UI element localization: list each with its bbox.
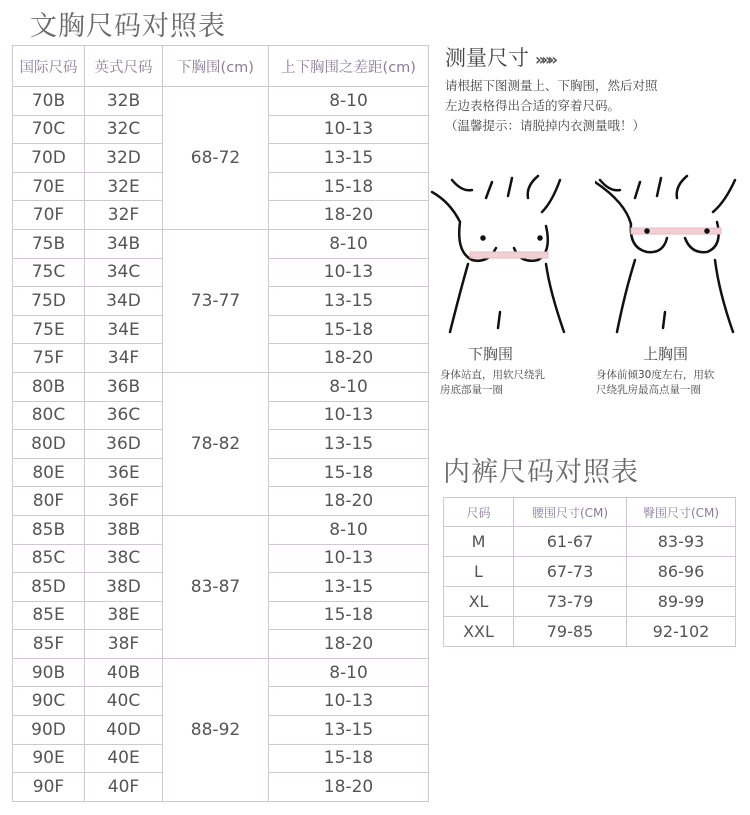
uk-size-cell: 34F xyxy=(85,344,163,373)
bust-difference-cell: 10-13 xyxy=(269,258,429,287)
measure-instructions xyxy=(445,42,658,136)
bust-difference-cell: 18-20 xyxy=(269,630,429,659)
intl-size-cell: 85B xyxy=(13,515,85,544)
waist-cell: 79-85 xyxy=(514,617,627,647)
intl-size-cell: 70D xyxy=(13,144,85,173)
intl-size-cell: 85F xyxy=(13,630,85,659)
underbust-cell: 83-87 xyxy=(163,515,269,658)
header-waist: 腰围尺寸(CM) xyxy=(514,498,627,527)
bust-difference-cell: 15-18 xyxy=(269,601,429,630)
underbust-cell: 88-92 xyxy=(163,658,269,801)
header-hip: 臀围尺寸(CM) xyxy=(627,498,736,527)
instruction-line: （温馨提示：请脱掉内衣测量哦！） xyxy=(445,118,646,133)
intl-size-cell: 75E xyxy=(13,315,85,344)
size-cell: XXL xyxy=(444,617,514,647)
header-bust-difference: 上下胸围之差距(cm) xyxy=(269,46,429,87)
measure-title: 测量尺寸 xyxy=(445,46,529,70)
table-row xyxy=(13,658,429,687)
intl-size-cell: 75B xyxy=(13,229,85,258)
underbust-figure xyxy=(430,172,570,342)
intl-size-cell: 80F xyxy=(13,487,85,516)
bust-difference-cell: 13-15 xyxy=(269,287,429,316)
bust-difference-cell: 18-20 xyxy=(269,487,429,516)
table-row xyxy=(13,229,429,258)
uk-size-cell: 34D xyxy=(85,287,163,316)
instruction-line: 左边表格得出合适的穿着尺码。 xyxy=(445,98,621,113)
uk-size-cell: 40F xyxy=(85,773,163,802)
uk-size-cell: 34B xyxy=(85,229,163,258)
intl-size-cell: 85C xyxy=(13,544,85,573)
bust-difference-cell: 13-15 xyxy=(269,716,429,745)
pants-size-table xyxy=(443,497,736,647)
bust-difference-cell: 8-10 xyxy=(269,229,429,258)
bust-difference-cell: 10-13 xyxy=(269,401,429,430)
waist-cell: 61-67 xyxy=(514,527,627,557)
intl-size-cell: 75D xyxy=(13,287,85,316)
bust-difference-cell: 10-13 xyxy=(269,687,429,716)
hip-cell: 83-93 xyxy=(627,527,736,557)
intl-size-cell: 90D xyxy=(13,716,85,745)
uk-size-cell: 40C xyxy=(85,687,163,716)
uk-size-cell: 38F xyxy=(85,630,163,659)
bust-label: 上胸围 xyxy=(643,345,689,363)
uk-size-cell: 36B xyxy=(85,372,163,401)
intl-size-cell: 85D xyxy=(13,573,85,602)
intl-size-cell: 90B xyxy=(13,658,85,687)
bust-difference-cell: 8-10 xyxy=(269,658,429,687)
pants-chart-title: 内裤尺码对照表 xyxy=(443,457,639,488)
uk-size-cell: 40E xyxy=(85,744,163,773)
bra-size-table xyxy=(12,45,429,802)
intl-size-cell: 70B xyxy=(13,87,85,116)
bust-difference-cell: 18-20 xyxy=(269,344,429,373)
uk-size-cell: 38E xyxy=(85,601,163,630)
instruction-line: 请根据下图测量上、下胸围，然后对照 xyxy=(445,78,658,93)
bust-difference-cell: 15-18 xyxy=(269,744,429,773)
header-size: 尺码 xyxy=(444,498,514,527)
bust-difference-cell: 8-10 xyxy=(269,515,429,544)
intl-size-cell: 90F xyxy=(13,773,85,802)
uk-size-cell: 38D xyxy=(85,573,163,602)
bra-chart-title: 文胸尺码对照表 xyxy=(30,11,226,42)
uk-size-cell: 36C xyxy=(85,401,163,430)
bust-difference-cell: 13-15 xyxy=(269,144,429,173)
intl-size-cell: 80C xyxy=(13,401,85,430)
uk-size-cell: 32C xyxy=(85,115,163,144)
underbust-cell: 73-77 xyxy=(163,229,269,372)
underbust-desc: 身体站直，用软尺绕乳 房底部量一圈 xyxy=(440,369,545,396)
intl-size-cell: 70E xyxy=(13,172,85,201)
intl-size-cell: 90C xyxy=(13,687,85,716)
waist-cell: 67-73 xyxy=(514,557,627,587)
uk-size-cell: 40B xyxy=(85,658,163,687)
bust-difference-cell: 18-20 xyxy=(269,201,429,230)
size-cell: M xyxy=(444,527,514,557)
uk-size-cell: 40D xyxy=(85,716,163,745)
intl-size-cell: 90E xyxy=(13,744,85,773)
uk-size-cell: 32E xyxy=(85,172,163,201)
uk-size-cell: 38B xyxy=(85,515,163,544)
intl-size-cell: 70C xyxy=(13,115,85,144)
uk-size-cell: 32B xyxy=(85,87,163,116)
underbust-cell: 68-72 xyxy=(163,87,269,230)
bust-difference-cell: 13-15 xyxy=(269,573,429,602)
intl-size-cell: 80B xyxy=(13,372,85,401)
intl-size-cell: 80D xyxy=(13,430,85,459)
uk-size-cell: 32F xyxy=(85,201,163,230)
intl-size-cell: 85E xyxy=(13,601,85,630)
bust-difference-cell: 10-13 xyxy=(269,544,429,573)
table-row xyxy=(13,87,429,116)
bust-desc: 身体前倾30度左右，用软 尺绕乳房最高点量一圈 xyxy=(596,369,715,396)
bust-difference-cell: 15-18 xyxy=(269,315,429,344)
underbust-label: 下胸围 xyxy=(468,345,514,363)
size-cell: XL xyxy=(444,587,514,617)
bust-difference-cell: 10-13 xyxy=(269,115,429,144)
uk-size-cell: 34C xyxy=(85,258,163,287)
intl-size-cell: 80E xyxy=(13,458,85,487)
intl-size-cell: 75F xyxy=(13,344,85,373)
intl-size-cell: 70F xyxy=(13,201,85,230)
bust-difference-cell: 18-20 xyxy=(269,773,429,802)
table-row xyxy=(444,557,736,587)
table-row xyxy=(13,372,429,401)
bust-difference-cell: 8-10 xyxy=(269,372,429,401)
header-uk-size: 英式尺码 xyxy=(85,46,163,87)
bust-difference-cell: 15-18 xyxy=(269,458,429,487)
underbust-cell: 78-82 xyxy=(163,372,269,515)
waist-cell: 73-79 xyxy=(514,587,627,617)
uk-size-cell: 32D xyxy=(85,144,163,173)
header-underbust: 下胸围(cm) xyxy=(163,46,269,87)
hip-cell: 92-102 xyxy=(627,617,736,647)
uk-size-cell: 34E xyxy=(85,315,163,344)
hip-cell: 86-96 xyxy=(627,557,736,587)
uk-size-cell: 36F xyxy=(85,487,163,516)
bust-figure xyxy=(595,172,740,342)
table-row xyxy=(444,527,736,557)
table-row xyxy=(13,515,429,544)
uk-size-cell: 36D xyxy=(85,430,163,459)
uk-size-cell: 38C xyxy=(85,544,163,573)
intl-size-cell: 75C xyxy=(13,258,85,287)
uk-size-cell: 36E xyxy=(85,458,163,487)
bust-difference-cell: 13-15 xyxy=(269,430,429,459)
bust-difference-cell: 8-10 xyxy=(269,87,429,116)
hip-cell: 89-99 xyxy=(627,587,736,617)
header-intl-size: 国际尺码 xyxy=(13,46,85,87)
table-row xyxy=(444,617,736,647)
arrows-icon: »»» xyxy=(535,50,555,69)
bust-difference-cell: 15-18 xyxy=(269,172,429,201)
size-cell: L xyxy=(444,557,514,587)
table-row xyxy=(444,587,736,617)
